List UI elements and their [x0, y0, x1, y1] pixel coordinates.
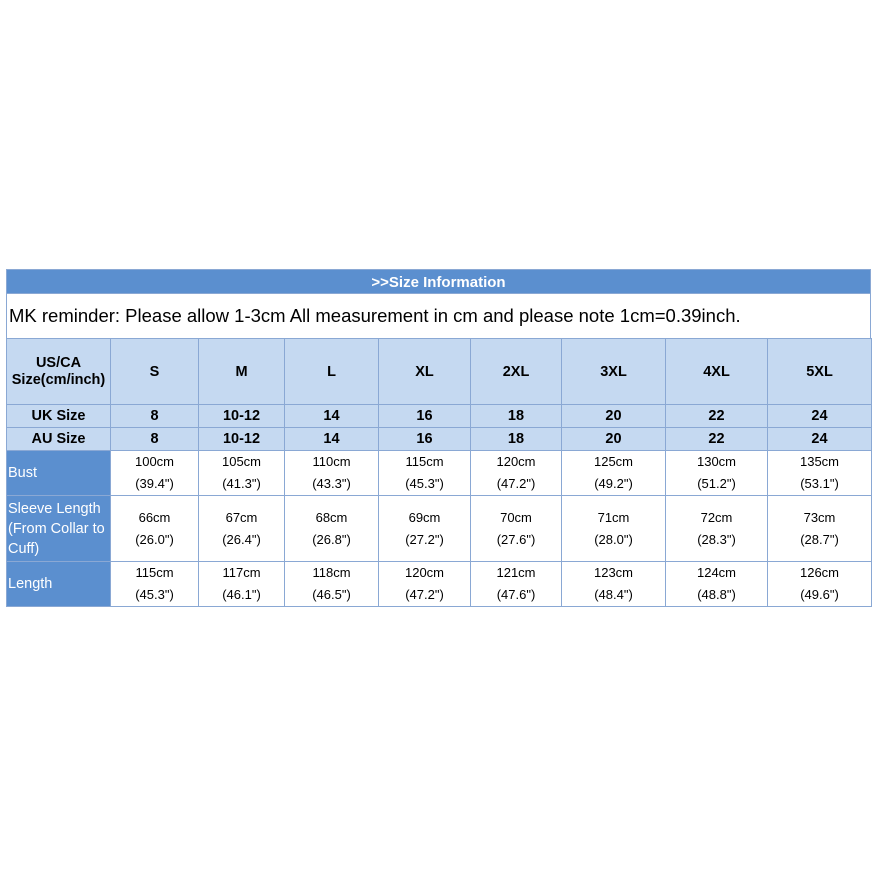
measure-cm: 117cm [222, 565, 261, 580]
measure-cell [768, 451, 872, 496]
header-size-xl: XL [379, 339, 471, 405]
header-row [7, 339, 872, 405]
measure-inch: (46.5") [312, 587, 351, 602]
measure-cell [471, 451, 562, 496]
measure-cell [111, 451, 199, 496]
measure-cm: 124cm [696, 565, 737, 580]
measure-inch: (28.7") [800, 531, 839, 547]
measure-cell [285, 562, 379, 607]
region-size-cell: 14 [285, 405, 379, 428]
measure-inch: (46.1") [222, 587, 261, 602]
region-row [7, 428, 872, 451]
measure-cell [379, 496, 471, 562]
measure-inch: (49.6") [800, 587, 839, 602]
measure-inch: (47.6") [496, 587, 536, 602]
header-size-5xl: 5XL [768, 339, 872, 405]
measure-cm: 115cm [135, 565, 174, 580]
region-size-cell: 20 [562, 428, 666, 451]
measure-row-label: Bust [7, 451, 111, 496]
region-size-cell: 8 [111, 428, 199, 451]
size-chart [6, 269, 871, 607]
measure-cm: 73cm [803, 509, 836, 525]
measure-cm: 121cm [496, 565, 536, 580]
measure-cell [562, 451, 666, 496]
measure-row-label: Length [7, 562, 111, 607]
region-size-cell: 8 [111, 405, 199, 428]
region-size-cell: 24 [768, 405, 872, 428]
measure-cell [379, 562, 471, 607]
size-chart-title: >>Size Information [6, 269, 871, 294]
measure-cm: 118cm [312, 565, 351, 580]
region-row-label: UK Size [7, 405, 111, 428]
header-size-label: US/CA Size(cm/inch) [7, 339, 111, 405]
size-table [6, 338, 872, 607]
measure-inch: (45.3") [135, 587, 174, 602]
measure-cm: 125cm [593, 454, 634, 469]
region-size-cell: 16 [379, 405, 471, 428]
measure-cell [666, 562, 768, 607]
measure-cell [666, 451, 768, 496]
region-size-cell: 24 [768, 428, 872, 451]
measure-cell [471, 496, 562, 562]
measure-cell [199, 496, 285, 562]
measure-cm: 110cm [312, 454, 351, 469]
measure-cm: 120cm [404, 565, 445, 580]
measure-cell [471, 562, 562, 607]
measure-cell [285, 451, 379, 496]
measure-inch: (39.4") [135, 476, 174, 491]
region-size-cell: 18 [471, 428, 562, 451]
region-row-label: AU Size [7, 428, 111, 451]
measure-cm: 100cm [134, 454, 175, 469]
header-size-4xl: 4XL [666, 339, 768, 405]
measure-row [7, 496, 872, 562]
measure-cell [199, 562, 285, 607]
region-row [7, 405, 872, 428]
measure-cm: 105cm [221, 454, 262, 469]
measure-cell [379, 451, 471, 496]
region-size-cell: 20 [562, 405, 666, 428]
measure-inch: (27.6") [496, 531, 536, 547]
measure-cell [199, 451, 285, 496]
region-size-cell: 22 [666, 405, 768, 428]
measure-cm: 130cm [696, 454, 737, 469]
measure-inch: (28.3") [697, 531, 736, 547]
measure-inch: (48.8") [697, 587, 736, 602]
header-size-3xl: 3XL [562, 339, 666, 405]
measure-inch: (41.3") [222, 476, 261, 491]
measure-row-label: Sleeve Length (From Collar to Cuff) [7, 496, 111, 562]
measure-inch: (47.2") [405, 587, 444, 602]
measure-cm: 71cm [597, 509, 630, 525]
measure-inch: (26.8") [312, 531, 351, 547]
region-size-cell: 14 [285, 428, 379, 451]
measure-inch: (49.2") [594, 476, 633, 491]
region-size-cell: 16 [379, 428, 471, 451]
measure-cm: 72cm [700, 509, 733, 525]
measure-inch: (45.3") [405, 476, 444, 491]
header-size-2xl: 2XL [471, 339, 562, 405]
measure-inch: (53.1") [800, 476, 839, 491]
measure-cell [285, 496, 379, 562]
measure-cm: 66cm [138, 509, 171, 525]
header-size-l: L [285, 339, 379, 405]
measure-cm: 67cm [225, 509, 258, 525]
region-size-cell: 10-12 [199, 428, 285, 451]
measure-cell [768, 496, 872, 562]
measure-inch: (26.0") [135, 531, 174, 547]
region-size-cell: 18 [471, 405, 562, 428]
measure-cell [562, 562, 666, 607]
measure-cell [768, 562, 872, 607]
measure-cell [666, 496, 768, 562]
measure-cell [111, 562, 199, 607]
measure-cm: 120cm [496, 454, 536, 469]
measure-inch: (48.4") [594, 587, 633, 602]
measure-inch: (28.0") [594, 531, 633, 547]
measure-cell [111, 496, 199, 562]
measure-cm: 135cm [799, 454, 840, 469]
measure-inch: (26.4") [222, 531, 261, 547]
measure-cm: 123cm [593, 565, 634, 580]
measure-cm: 126cm [799, 565, 840, 580]
measure-cm: 115cm [405, 454, 444, 469]
measure-cm: 68cm [315, 509, 348, 525]
header-size-m: M [199, 339, 285, 405]
reminder-note: MK reminder: Please allow 1-3cm All measurement in cm and please note 1cm=0.39inch. [6, 294, 871, 338]
measure-inch: (27.2") [405, 531, 444, 547]
measure-inch: (47.2") [496, 476, 536, 491]
header-size-s: S [111, 339, 199, 405]
measure-cm: 69cm [408, 509, 441, 525]
measure-row [7, 562, 872, 607]
measure-row [7, 451, 872, 496]
region-size-cell: 22 [666, 428, 768, 451]
region-size-cell: 10-12 [199, 405, 285, 428]
measure-inch: (51.2") [697, 476, 736, 491]
measure-cm: 70cm [500, 509, 532, 525]
measure-cell [562, 496, 666, 562]
measure-inch: (43.3") [312, 476, 351, 491]
